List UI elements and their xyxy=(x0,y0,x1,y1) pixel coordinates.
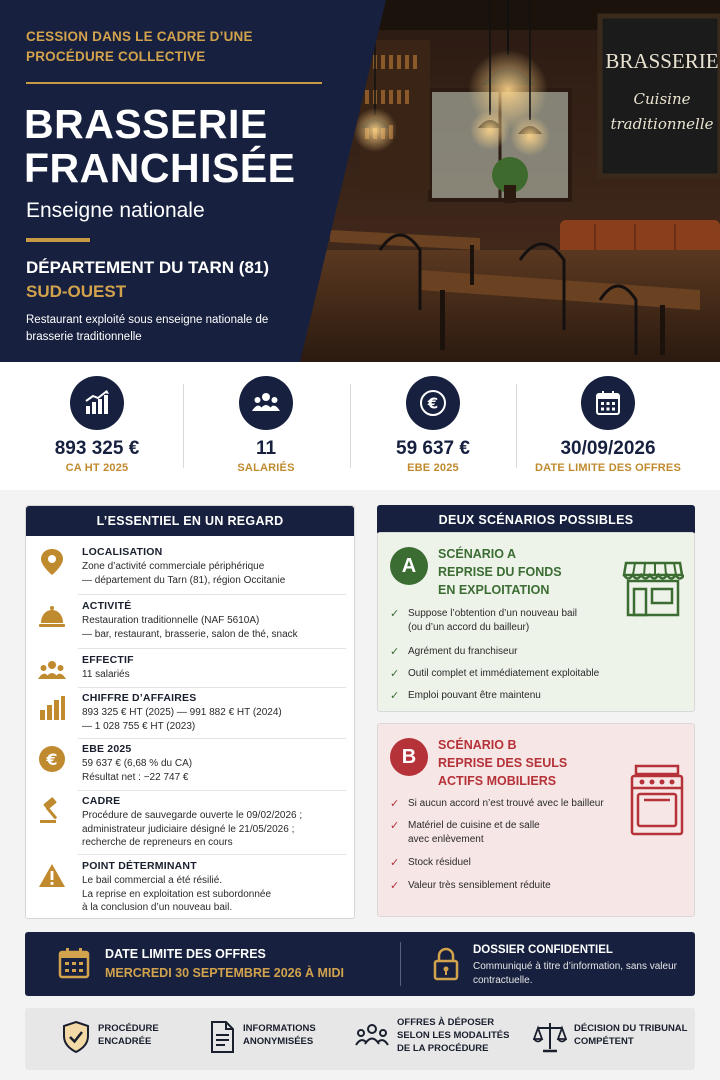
essential-text: Restauration traditionnelle (NAF 5610A) — bar, restaurant, brasserie, salon de thé, snack xyxy=(82,615,298,640)
chalkboard-line2: Cuisine xyxy=(633,90,691,108)
essential-text: 893 325 € HT (2025) — 991 882 € HT (2024) — 1 028 755 € HT (2023) xyxy=(82,707,282,732)
euro-icon xyxy=(406,376,460,430)
svg-text:€: € xyxy=(427,394,439,413)
stat-employees xyxy=(181,362,351,490)
stat-ebe xyxy=(348,362,518,490)
essential-title: EBE 2025 xyxy=(82,743,132,755)
footer-item-procedure: PROCÉDURE ENCADRÉE xyxy=(25,1008,195,1070)
essential-title: CADRE xyxy=(82,795,121,807)
footer-item-offers: OFFRES À DÉPOSER SELON LES MODALITÉS DE LA PROCÉDURE xyxy=(345,1008,525,1070)
svg-text:€: € xyxy=(46,750,58,769)
stat-value: 30/09/2026 xyxy=(560,438,656,459)
chart-up-icon xyxy=(70,376,124,430)
essential-title: CHIFFRE D’AFFAIRES xyxy=(82,692,197,704)
deadline-title: DATE LIMITE DES OFFRES xyxy=(105,947,266,961)
check-icon: ✓ xyxy=(390,820,400,832)
cloche-icon xyxy=(38,602,66,630)
check-icon: ✓ xyxy=(390,857,400,869)
deadline-bar xyxy=(25,932,695,996)
bar-chart-icon xyxy=(38,694,66,722)
check-icon: ✓ xyxy=(390,608,400,620)
stat-label: DATE LIMITE DES OFFRES xyxy=(535,462,681,474)
essential-text: Procédure de sauvegarde ouverte le 09/02/2026 ; administrateur judiciaire désigné le 21/05/2026 ; recherche de repreneurs en cours xyxy=(82,810,303,848)
stat-value: 893 325 € xyxy=(54,438,140,459)
gavel-icon xyxy=(38,797,66,825)
stat-label: SALARIÉS xyxy=(237,462,295,474)
scenario-a-card: A SCÉNARIO A REPRISE DU FONDS EN EXPLOITATION ✓ Suppose l’obtention d’un nouveau bail (ou d’un accord du bailleur) ✓ Agrément du franchiseur ✓ Outil complet et immédiatement exploitable ✓ Emploi pouvant être maintenu xyxy=(377,532,695,712)
essential-text: Le bail commercial a été résilié. La reprise en exploitation est subordonnée à la conclusion d’un nouveau bail. xyxy=(82,875,272,913)
scenario-b-badge: B xyxy=(390,738,428,776)
divider xyxy=(78,854,346,855)
procedure-kicker: CESSION DANS LE CADRE D’UNE PROCÉDURE COLLECTIVE xyxy=(26,29,253,64)
check-icon: ✓ xyxy=(390,668,400,680)
stat-label: EBE 2025 xyxy=(407,462,459,474)
check-icon: ✓ xyxy=(390,690,400,702)
divider xyxy=(78,738,346,739)
confidential-title: DOSSIER CONFIDENTIEL xyxy=(473,944,613,956)
key-figures xyxy=(0,362,720,490)
page-subtitle: Enseigne nationale xyxy=(26,199,205,222)
stat-value: 59 637 € xyxy=(396,438,470,459)
group-icon xyxy=(355,1020,389,1054)
scenarios-heading: DEUX SCÉNARIOS POSSIBLES xyxy=(377,505,695,535)
stat-value: 11 xyxy=(255,438,277,459)
deadline-date: MERCREDI 30 SEPTEMBRE 2026 À MIDI xyxy=(105,966,344,980)
essential-title: POINT DÉTERMINANT xyxy=(82,860,197,872)
stat-label: CA HT 2025 xyxy=(65,462,129,474)
essential-text: Zone d’activité commerciale périphérique — département du Tarn (81), région Occitanie xyxy=(82,561,286,586)
region: SUD-OUEST xyxy=(26,282,127,301)
calendar-icon xyxy=(581,376,635,430)
check-icon: ✓ xyxy=(390,646,400,658)
essential-title: EFFECTIF xyxy=(82,654,134,666)
divider xyxy=(400,942,401,986)
essential-title: LOCALISATION xyxy=(82,546,163,558)
calendar-icon xyxy=(57,946,91,980)
lock-icon xyxy=(433,947,459,981)
divider xyxy=(78,790,346,791)
divider xyxy=(78,594,346,595)
scenario-b-card: B SCÉNARIO B REPRISE DES SEULS ACTIFS MOBILIERS ✓ Si aucun accord n’est trouvé avec le bailleur ✓ Matériel de cuisine et de salle avec enlèvement ✓ Stock résiduel ✓ Valeur très sensiblement réduite xyxy=(377,723,695,917)
euro-coin-icon xyxy=(38,745,66,773)
stat-deadline xyxy=(523,362,693,490)
essential-text: 11 salariés xyxy=(82,669,130,680)
chalkboard-title: BRASSERIE xyxy=(605,49,719,73)
page-title: BRASSERIE FRANCHISÉE xyxy=(24,101,296,191)
hero-banner xyxy=(0,0,720,362)
essential-text: 59 637 € (6,68 % du CA) Résultat net : −22 747 € xyxy=(82,758,193,783)
divider xyxy=(78,687,346,688)
location-pin-icon xyxy=(38,548,66,576)
confidential-text: Communiqué à titre d’information, sans valeur contractuelle. xyxy=(473,961,677,986)
scales-icon xyxy=(533,1020,567,1054)
accent-bar xyxy=(26,238,90,242)
people-icon xyxy=(38,656,66,684)
divider xyxy=(516,384,517,468)
check-icon: ✓ xyxy=(390,880,400,892)
warning-icon xyxy=(38,862,66,890)
check-icon: ✓ xyxy=(390,798,400,810)
scenario-a-title: SCÉNARIO A REPRISE DU FONDS EN EXPLOITATION xyxy=(438,547,562,597)
document-icon xyxy=(207,1020,237,1054)
chalkboard-line3: traditionnelle xyxy=(610,115,714,133)
shield-check-icon xyxy=(61,1020,91,1054)
essentials-panel xyxy=(25,505,355,919)
people-icon xyxy=(239,376,293,430)
divider xyxy=(26,82,322,84)
footer-item-anonymised: INFORMATIONS ANONYMISÉES xyxy=(195,1008,345,1070)
hero-description: Restaurant exploité sous enseigne nationale de brasserie traditionnelle xyxy=(26,314,269,343)
essentials-heading: L’ESSENTIEL EN UN REGARD xyxy=(26,506,354,536)
scenario-b-title: SCÉNARIO B REPRISE DES SEULS ACTIFS MOBILIERS xyxy=(438,738,568,788)
footer-item-court: DÉCISION DU TRIBUNAL COMPÉTENT xyxy=(525,1008,695,1070)
department: DÉPARTEMENT DU TARN (81) xyxy=(26,258,270,277)
essential-title: ACTIVITÉ xyxy=(82,600,132,612)
stat-revenue xyxy=(12,362,182,490)
scenario-a-badge: A xyxy=(390,547,428,585)
footer-strip xyxy=(25,1008,695,1070)
divider xyxy=(78,648,346,649)
